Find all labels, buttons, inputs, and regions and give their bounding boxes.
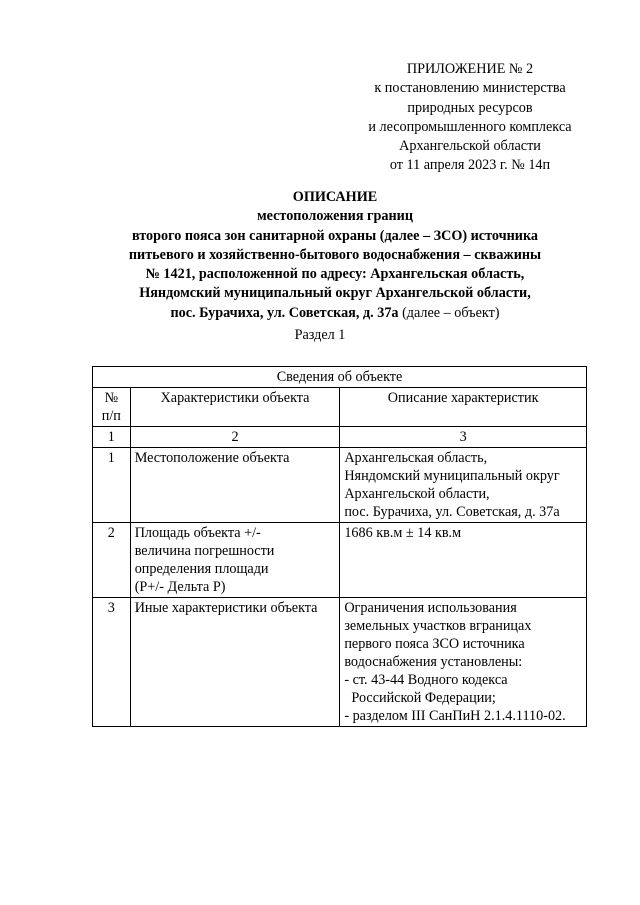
title-line: Няндомский муниципальный округ Архангельской области, [139,285,531,302]
title-line: питьевого и хозяйственно-бытового водоснабжения – скважины [128,246,542,263]
row-description [340,598,587,727]
title-line: № 1421, расположенной по адресу: Архангельская область, [145,266,525,283]
row-desc-line: Архангельской области, [344,486,490,502]
row-name-line: Местоположение объекта [134,450,290,466]
appendix-line: от 11 апреля 2023 г. № 14п [389,157,551,174]
column-numbers-row [93,427,587,448]
title-line: второго пояса зон санитарной охраны (далее – ЗСО) источника [131,227,539,244]
row-desc-line: Няндомский муниципальный округ [344,468,560,484]
appendix-header [355,60,585,176]
table-row [93,598,587,727]
title-line: пос. Бурачиха, ул. Советская, д. 37а [170,304,399,321]
table-row [93,448,587,523]
appendix-line: Архангельской области [399,138,541,155]
row-name [130,523,340,598]
section-title: Раздел 1 [294,327,346,343]
row-name [130,598,340,727]
appendix-line: природных ресурсов [407,99,533,116]
title-heading: ОПИСАНИЕ [292,189,378,205]
header-number [93,388,131,427]
header-number-line: № [104,390,119,406]
title-last-line [60,304,610,323]
title-suffix: (далее – объект) [402,304,500,321]
row-desc-line: Архангельская область, [344,450,488,466]
row-number: 2 [93,523,131,598]
row-desc-line: - ст. 43-44 Водного кодекса [344,672,508,688]
appendix-line: и лесопромышленного комплекса [368,118,572,135]
table-header-row [93,388,587,427]
row-name [130,448,340,523]
object-info-table [92,366,587,727]
row-name-line: Иные характеристики объекта [134,600,318,616]
row-desc-line: Ограничения использования [344,600,517,616]
table-caption: Сведения об объекте [93,367,587,388]
row-name-line: Площадь объекта +/- [134,525,261,541]
row-name-line: (Р+/- Дельта Р) [134,579,226,595]
row-desc-line: - разделом III СанПиН 2.1.4.1110-02. [344,708,566,724]
row-desc-line: водоснабжения установлены: [344,654,523,670]
column-number: 2 [130,427,340,448]
row-desc-line: Российской Федерации; [344,690,496,706]
row-description [340,448,587,523]
row-description [340,523,587,598]
header-characteristics: Характеристики объекта [130,388,340,427]
header-description: Описание характеристик [340,388,587,427]
row-desc-line: 1686 кв.м ± 14 кв.м [344,525,462,541]
appendix-line: к постановлению министерства [374,80,566,97]
row-number: 1 [93,448,131,523]
column-number: 3 [340,427,587,448]
row-desc-line: первого пояса ЗСО источника [344,636,525,652]
row-desc-line: пос. Бурачиха, ул. Советская, д. 37а [344,504,560,520]
column-number: 1 [93,427,131,448]
table-row [93,523,587,598]
row-name-line: величина погрешности [134,543,275,559]
document-title [60,188,610,323]
appendix-line: ПРИЛОЖЕНИЕ № 2 [406,61,534,77]
row-name-line: определения площади [134,561,269,577]
title-line: местоположения границ [256,208,413,225]
row-desc-line: земельных участков вграницах [344,618,532,634]
table-caption-row [93,367,587,388]
row-number: 3 [93,598,131,727]
header-number-line: п/п [101,408,121,424]
